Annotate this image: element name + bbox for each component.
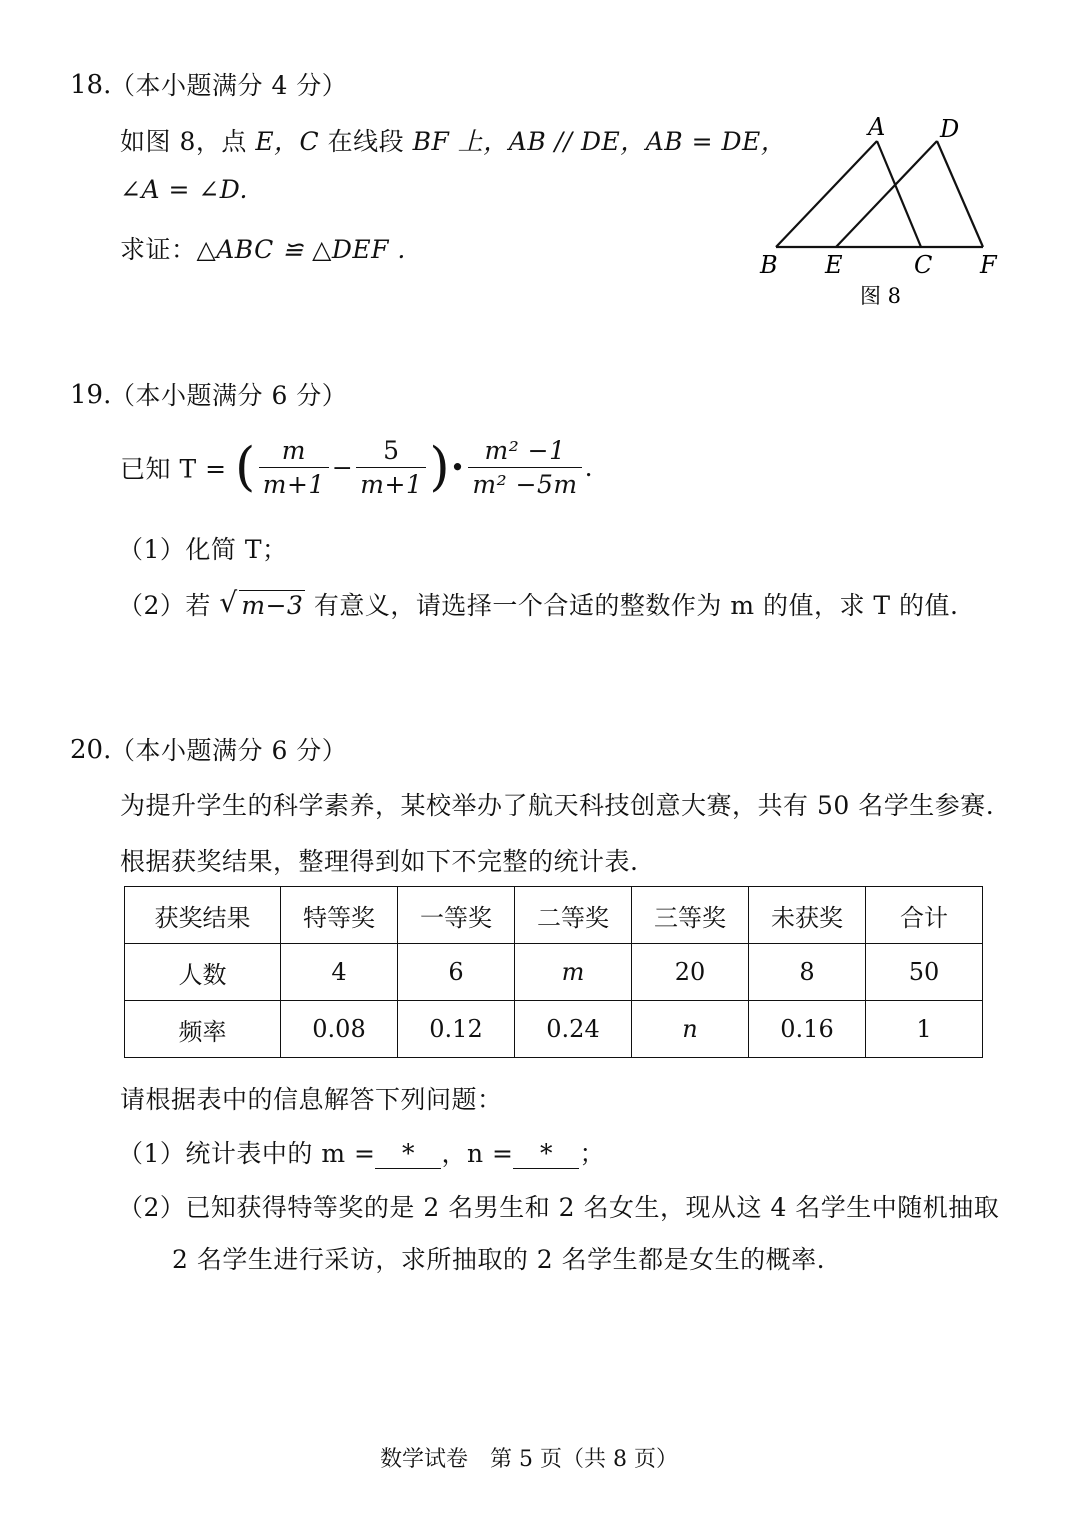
page-footer: 数学试卷 第 5 页（共 8 页） bbox=[380, 1447, 678, 1472]
q18-line1-seg: BF bbox=[412, 127, 450, 156]
table-cell: n bbox=[632, 1001, 749, 1058]
q19-part1: （1）化简 T； bbox=[118, 535, 288, 564]
q18-number: 18. bbox=[70, 70, 112, 100]
award-stats-table bbox=[124, 886, 983, 1058]
segment-ED bbox=[836, 141, 937, 247]
radical-sign-icon: √ bbox=[219, 586, 238, 619]
q19-part2-suffix: 有意义，请选择一个合适的整数作为 m 的值，求 T 的值. bbox=[313, 591, 959, 620]
q20-number: 20. bbox=[70, 735, 112, 765]
table-header-cell: 一等奖 bbox=[398, 887, 515, 944]
q20-part1 bbox=[118, 1134, 605, 1170]
q19-part2-prefix: （2）若 bbox=[118, 591, 211, 620]
table-cell: 4 bbox=[281, 944, 398, 1001]
q18-prove bbox=[120, 230, 406, 266]
q19-part2 bbox=[118, 586, 959, 622]
expression-end: . bbox=[584, 453, 594, 482]
table-cell: m bbox=[515, 944, 632, 1001]
q19-given-prefix: 已知 T = bbox=[120, 454, 227, 484]
q18-prove-label: 求证： bbox=[120, 235, 197, 264]
q20-part2-line2: 2 名学生进行采访，求所抽取的 2 名学生都是女生的概率. bbox=[172, 1245, 826, 1274]
table-header-cell: 特等奖 bbox=[281, 887, 398, 944]
label-E: E bbox=[825, 251, 843, 279]
label-F: F bbox=[980, 251, 997, 279]
q19-number: 19. bbox=[70, 380, 112, 410]
q18-line1-prefix: 如图 8，点 bbox=[120, 127, 256, 156]
q20-line2: 根据获奖结果，整理得到如下不完整的统计表. bbox=[120, 847, 639, 876]
table-cell: 0.08 bbox=[281, 1001, 398, 1058]
table-cell: 0.12 bbox=[398, 1001, 515, 1058]
q20-part1-prefix: （1）统计表中的 m = bbox=[118, 1139, 376, 1168]
q20-part1-end: ； bbox=[579, 1139, 605, 1168]
label-B: B bbox=[760, 251, 778, 279]
table-header-row bbox=[125, 887, 983, 944]
table-header-cell: 合计 bbox=[866, 887, 983, 944]
q18-line2: ∠A = ∠D. bbox=[120, 175, 248, 204]
table-cell: 1 bbox=[866, 1001, 983, 1058]
segment-AC bbox=[877, 141, 921, 247]
q20-part2-line1: （2）已知获得特等奖的是 2 名男生和 2 名女生，现从这 4 名学生中随机抽取 bbox=[118, 1193, 1000, 1222]
table-cell: 50 bbox=[866, 944, 983, 1001]
figure-8-diagram bbox=[740, 105, 1020, 315]
right-paren: ) bbox=[429, 437, 451, 498]
table-header-cell: 二等奖 bbox=[515, 887, 632, 944]
q20-part1-mid: ，n = bbox=[441, 1139, 514, 1168]
q18-line1-points: E，C bbox=[255, 127, 320, 156]
label-D: D bbox=[940, 115, 960, 143]
q19-expression bbox=[120, 436, 593, 499]
q18-line1 bbox=[120, 122, 786, 158]
multiply-dot: • bbox=[450, 453, 466, 482]
table-cell: 频率 bbox=[125, 1001, 281, 1058]
table-row bbox=[125, 944, 983, 1001]
fraction-m2-minus-1-over-m2-minus-5m: $\frac{\text{m² −1}}{\text{m² −5m}}$ bbox=[468, 436, 581, 499]
segment-DF bbox=[937, 141, 983, 247]
minus-sign: − bbox=[331, 453, 354, 482]
q18-line1-cond: 上，AB // DE，AB = DE， bbox=[449, 127, 787, 156]
answer-blank-m: * bbox=[375, 1139, 441, 1169]
sqrt-m-minus-3: √ m−3 bbox=[219, 586, 304, 620]
table-row bbox=[125, 1001, 983, 1058]
q18-prove-statement: △ABC ≌ △DEF . bbox=[196, 235, 406, 264]
q19-score: （本小题满分 6 分） bbox=[110, 381, 348, 410]
table-cell: 6 bbox=[398, 944, 515, 1001]
table-cell: 0.24 bbox=[515, 1001, 632, 1058]
table-cell: 0.16 bbox=[749, 1001, 866, 1058]
segment-BA bbox=[776, 141, 877, 247]
q20-instruction: 请根据表中的信息解答下列问题： bbox=[120, 1085, 503, 1114]
q18-line1-mid: 在线段 bbox=[319, 127, 413, 156]
figure-caption: 图 8 bbox=[860, 284, 902, 308]
q18-score: （本小题满分 4 分） bbox=[110, 71, 348, 100]
answer-blank-n: * bbox=[513, 1139, 579, 1169]
q20-score: （本小题满分 6 分） bbox=[110, 736, 348, 765]
fraction-5-over-m-plus-1: $\frac{5}{m+1}$ bbox=[356, 436, 426, 499]
label-C: C bbox=[914, 251, 933, 279]
table-header-cell: 获奖结果 bbox=[125, 887, 281, 944]
label-A: A bbox=[868, 113, 886, 141]
table-header-cell: 三等奖 bbox=[632, 887, 749, 944]
fraction-m-over-m-plus-1: $\frac{m}{m+1}$ bbox=[259, 436, 329, 499]
table-header-cell: 未获奖 bbox=[749, 887, 866, 944]
left-paren: ( bbox=[234, 437, 256, 498]
table-cell: 8 bbox=[749, 944, 866, 1001]
q20-line1: 为提升学生的科学素养，某校举办了航天科技创意大赛，共有 50 名学生参赛. bbox=[120, 791, 995, 820]
table-cell: 人数 bbox=[125, 944, 281, 1001]
table-cell: 20 bbox=[632, 944, 749, 1001]
